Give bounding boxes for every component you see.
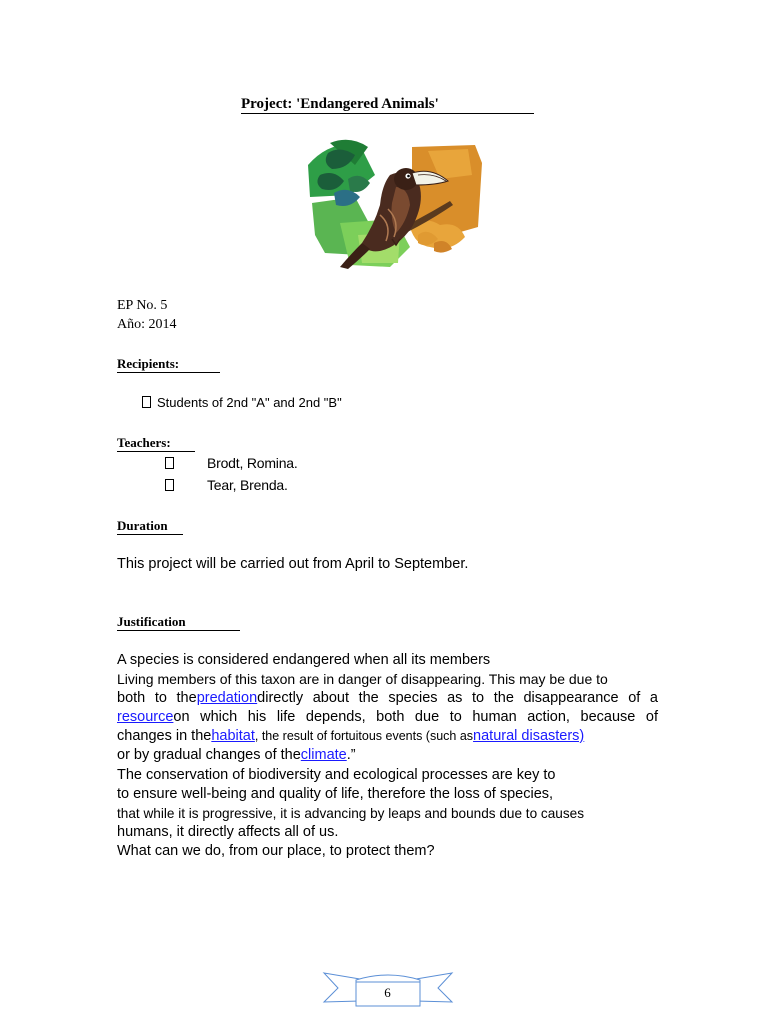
teacher-name: Tear, Brenda. xyxy=(207,477,288,493)
justification-line xyxy=(117,689,658,708)
predation-link[interactable]: predation xyxy=(196,690,258,706)
justification-line: A species is considered endangered when all its members xyxy=(117,652,491,668)
climate-link[interactable]: climate xyxy=(300,747,347,763)
justification-text: or by gradual changes of the xyxy=(117,747,301,763)
justification-line: to ensure well-being and quality of life, therefore the loss of species, xyxy=(117,786,554,802)
recipients-heading xyxy=(117,356,220,373)
justification-line xyxy=(117,746,356,765)
justification-text: .” xyxy=(346,747,356,763)
justification-heading xyxy=(117,614,240,631)
checkbox-icon xyxy=(165,457,174,469)
justification-line: Living members of this taxon are in danger of disappearing. This may be due to xyxy=(117,671,608,687)
document-title: Project: 'Endangered Animals' xyxy=(241,95,534,114)
justification-text: on which his life depends, both due to human action, because of xyxy=(173,709,658,725)
year: Año: 2014 xyxy=(117,317,177,332)
justification-line: that while it is progressive, it is advancing by leaps and bounds due to causes xyxy=(117,806,584,821)
teacher-name: Brodt, Romina. xyxy=(207,455,298,471)
recipients-item xyxy=(142,395,342,411)
duration-heading-text: Duration xyxy=(117,518,183,535)
checkbox-icon xyxy=(165,479,174,491)
duration-text: This project will be carried out from April to September. xyxy=(117,556,469,572)
page-number: 6 xyxy=(384,985,391,1000)
recipients-item-text: Students of 2nd "A" and 2nd "B" xyxy=(157,395,342,410)
checkbox-icon xyxy=(142,396,151,408)
teachers-heading xyxy=(117,435,195,452)
recipients-heading-text: Recipients: xyxy=(117,356,220,373)
natural-disasters-link[interactable]: natural disasters) xyxy=(473,728,585,744)
justification-line: The conservation of biodiversity and ecological processes are key to xyxy=(117,767,556,783)
justification-text: , the result of fortuitous events (such as xyxy=(254,729,474,743)
toucan-illustration xyxy=(300,135,485,275)
habitat-link[interactable]: habitat xyxy=(211,728,255,744)
duration-heading xyxy=(117,518,183,535)
justification-line xyxy=(117,727,624,746)
justification-text: changes in the xyxy=(117,728,212,744)
resource-link[interactable]: resource xyxy=(117,709,174,725)
justification-line xyxy=(117,708,658,727)
justification-heading-text: Justification xyxy=(117,614,240,631)
teachers-heading-text: Teachers: xyxy=(117,435,195,452)
ep-number: EP No. 5 xyxy=(117,298,168,313)
justification-line: humans, it directly affects all of us. xyxy=(117,824,339,840)
justification-text: both to the xyxy=(117,690,197,706)
justification-text: directly about the species as to the disappearance of a xyxy=(257,690,658,706)
justification-line: What can we do, from our place, to protect them? xyxy=(117,843,435,859)
